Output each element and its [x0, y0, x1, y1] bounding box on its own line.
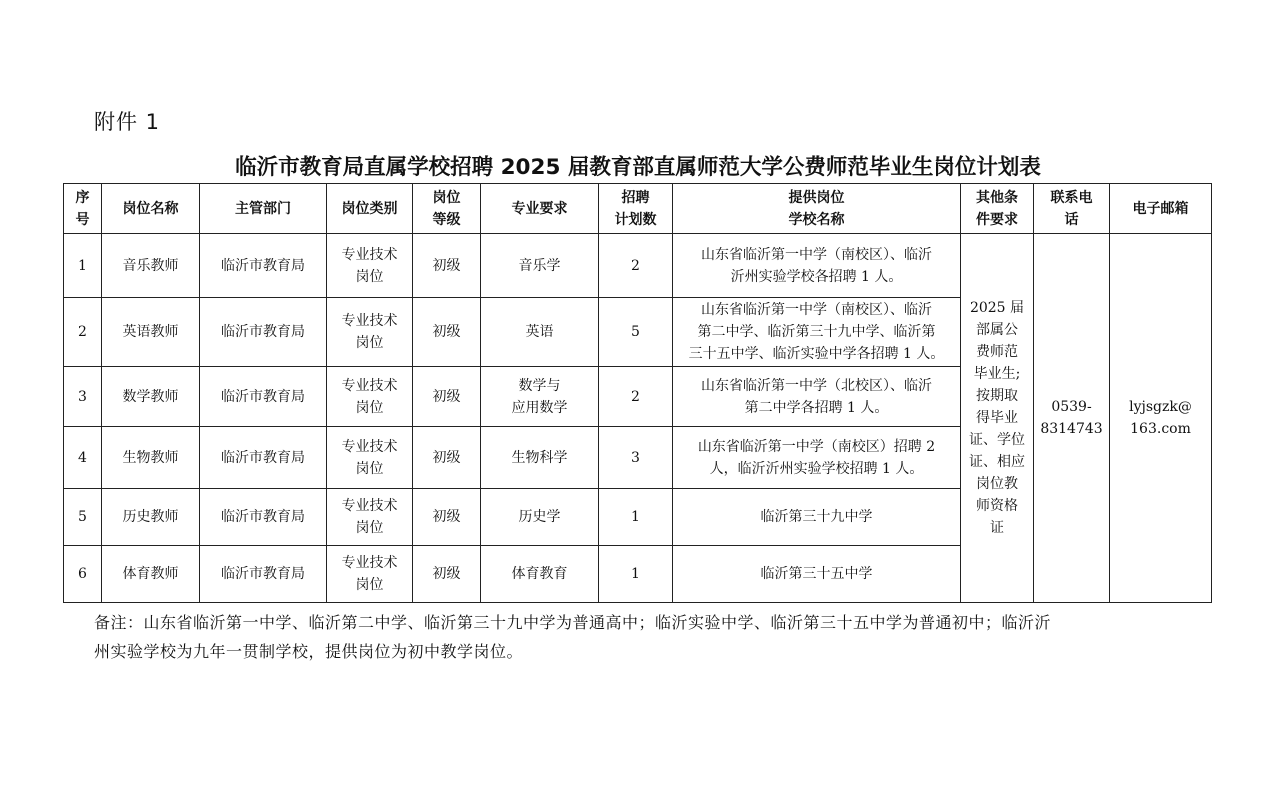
cell-plan: 2 [599, 234, 673, 298]
cell-post-level: 初级 [413, 427, 481, 489]
cell-schools-line: 第二中学各招聘 1 人。 [744, 399, 889, 416]
cell-post-type-line: 专业技术 [341, 313, 398, 329]
cell-post-name: 历史教师 [102, 489, 200, 546]
cell-major-line: 体育教育 [511, 566, 568, 582]
cell-schools [673, 546, 961, 603]
header-seq: 序 号 [64, 184, 102, 234]
cell-department: 临沂市教育局 [200, 298, 327, 367]
header-phone: 联系电 话 [1034, 184, 1110, 234]
document-title: 临沂市教育局直属学校招聘 2025 届教育部直属师范大学公费师范毕业生岗位计划表 [235, 155, 1041, 180]
table-header-row [64, 184, 1212, 234]
cell-schools-line: 第二中学、临沂第三十九中学、临沂第 [697, 324, 936, 340]
cell-other-requirements-line: 部属公 [976, 322, 1018, 338]
cell-schools-line: 三十五中学、临沂实验中学各招聘 1 人。 [688, 346, 945, 362]
header-plan: 招聘 计划数 [599, 184, 673, 234]
cell-other-requirements-line: 证、学位 [969, 432, 1025, 448]
cell-major-line: 英语 [525, 324, 554, 340]
cell-post-type-line: 岗位 [355, 460, 384, 477]
cell-schools-line: 山东省临沂第一中学（南校区）、临沂 [701, 246, 932, 263]
cell-post-type-line: 岗位 [355, 520, 384, 536]
attachment-label: 附件 1 [94, 110, 161, 134]
header-schools: 提供岗位 学校名称 [673, 184, 961, 234]
remark-line: 州实验学校为九年一贯制学校，提供岗位为初中教学岗位。 [94, 642, 524, 661]
cell-post-name: 英语教师 [102, 298, 200, 367]
cell-major-line: 应用数学 [511, 399, 568, 416]
cell-schools-line: 人，临沂沂州实验学校招聘 1 人。 [709, 460, 924, 477]
cell-schools-line: 临沂第三十五中学 [760, 566, 873, 582]
cell-seq: 1 [64, 234, 102, 298]
cell-plan: 3 [599, 427, 673, 489]
cell-seq: 4 [64, 427, 102, 489]
cell-post-name: 音乐教师 [102, 234, 200, 298]
cell-department: 临沂市教育局 [200, 234, 327, 298]
cell-department: 临沂市教育局 [200, 367, 327, 427]
header-post-type: 岗位类别 [327, 184, 413, 234]
cell-major [481, 427, 599, 489]
cell-email-line: 163.com [1130, 421, 1191, 437]
cell-department: 临沂市教育局 [200, 546, 327, 603]
cell-other-requirements-line: 证 [990, 520, 1004, 536]
cell-post-type [327, 427, 413, 489]
cell-department: 临沂市教育局 [200, 427, 327, 489]
cell-phone-line: 0539- [1051, 399, 1092, 415]
cell-plan: 5 [599, 298, 673, 367]
cell-seq: 2 [64, 298, 102, 367]
cell-post-level: 初级 [413, 234, 481, 298]
cell-major [481, 298, 599, 367]
cell-post-level: 初级 [413, 489, 481, 546]
cell-plan: 1 [599, 489, 673, 546]
cell-phone-line: 8314743 [1040, 421, 1103, 437]
header-post-level: 岗位 等级 [413, 184, 481, 234]
cell-post-type-line: 岗位 [355, 335, 384, 351]
cell-plan: 2 [599, 367, 673, 427]
cell-post-type-line: 专业技术 [341, 246, 398, 263]
cell-schools-line: 沂州实验学校各招聘 1 人。 [730, 268, 903, 285]
cell-major [481, 489, 599, 546]
cell-post-type [327, 234, 413, 298]
cell-post-level: 初级 [413, 546, 481, 603]
header-department: 主管部门 [200, 184, 327, 234]
cell-schools-line: 山东省临沂第一中学（北校区）、临沂 [701, 377, 932, 394]
cell-post-type-line: 专业技术 [341, 555, 398, 571]
cell-other-requirements-line: 证、相应 [969, 454, 1025, 470]
cell-post-type [327, 489, 413, 546]
cell-major-line: 历史学 [518, 509, 561, 525]
cell-post-type-line: 专业技术 [341, 498, 398, 514]
cell-post-type-line: 岗位 [355, 399, 384, 416]
cell-email-line: lyjsgzk@ [1129, 399, 1192, 415]
cell-major [481, 234, 599, 298]
cell-other-requirements-line: 2025 届 [969, 300, 1025, 316]
cell-schools [673, 298, 961, 367]
cell-seq: 6 [64, 546, 102, 603]
cell-other-requirements [961, 234, 1034, 603]
cell-schools-line: 临沂第三十九中学 [760, 509, 873, 525]
header-other: 其他条 件要求 [961, 184, 1034, 234]
cell-schools [673, 234, 961, 298]
cell-other-requirements-line: 得毕业 [976, 410, 1018, 426]
cell-other-requirements-line: 岗位教 [976, 476, 1018, 492]
recruitment-plan-table [63, 183, 1212, 603]
cell-other-requirements-line: 毕业生; [973, 366, 1021, 382]
cell-post-type-line: 岗位 [355, 577, 384, 593]
table-body [64, 234, 1212, 603]
cell-major-line: 生物科学 [511, 449, 568, 466]
cell-major-line: 音乐学 [518, 257, 561, 274]
header-post-name: 岗位名称 [102, 184, 200, 234]
cell-other-requirements-line: 费师范 [976, 344, 1018, 360]
cell-other-requirements-line: 师资格 [976, 498, 1018, 514]
cell-schools [673, 367, 961, 427]
cell-post-level: 初级 [413, 367, 481, 427]
cell-post-type-line: 专业技术 [341, 438, 398, 455]
cell-schools-line: 山东省临沂第一中学（南校区）招聘 2 [697, 438, 936, 455]
cell-post-level: 初级 [413, 298, 481, 367]
cell-major [481, 546, 599, 603]
cell-email [1110, 234, 1212, 603]
cell-post-type [327, 298, 413, 367]
cell-schools [673, 489, 961, 546]
cell-plan: 1 [599, 546, 673, 603]
cell-other-requirements-line: 按期取 [976, 388, 1018, 404]
header-email: 电子邮箱 [1110, 184, 1212, 234]
cell-post-type-line: 专业技术 [341, 377, 398, 394]
cell-schools-line: 山东省临沂第一中学（南校区）、临沂 [701, 302, 932, 318]
cell-post-type-line: 岗位 [355, 268, 384, 285]
cell-post-type [327, 367, 413, 427]
cell-department: 临沂市教育局 [200, 489, 327, 546]
cell-post-name: 体育教师 [102, 546, 200, 603]
table-row [64, 234, 1212, 298]
cell-schools [673, 427, 961, 489]
cell-post-name: 生物教师 [102, 427, 200, 489]
cell-post-name: 数学教师 [102, 367, 200, 427]
remark-note [94, 608, 1204, 666]
cell-post-type [327, 546, 413, 603]
header-major: 专业要求 [481, 184, 599, 234]
cell-major-line: 数学与 [518, 377, 561, 394]
remark-line: 备注：山东省临沂第一中学、临沂第二中学、临沂第三十九中学为普通高中；临沂实验中学、临沂第三十五中学为普通初中；临沂沂 [94, 613, 1052, 632]
cell-seq: 5 [64, 489, 102, 546]
cell-major [481, 367, 599, 427]
cell-seq: 3 [64, 367, 102, 427]
cell-phone [1034, 234, 1110, 603]
